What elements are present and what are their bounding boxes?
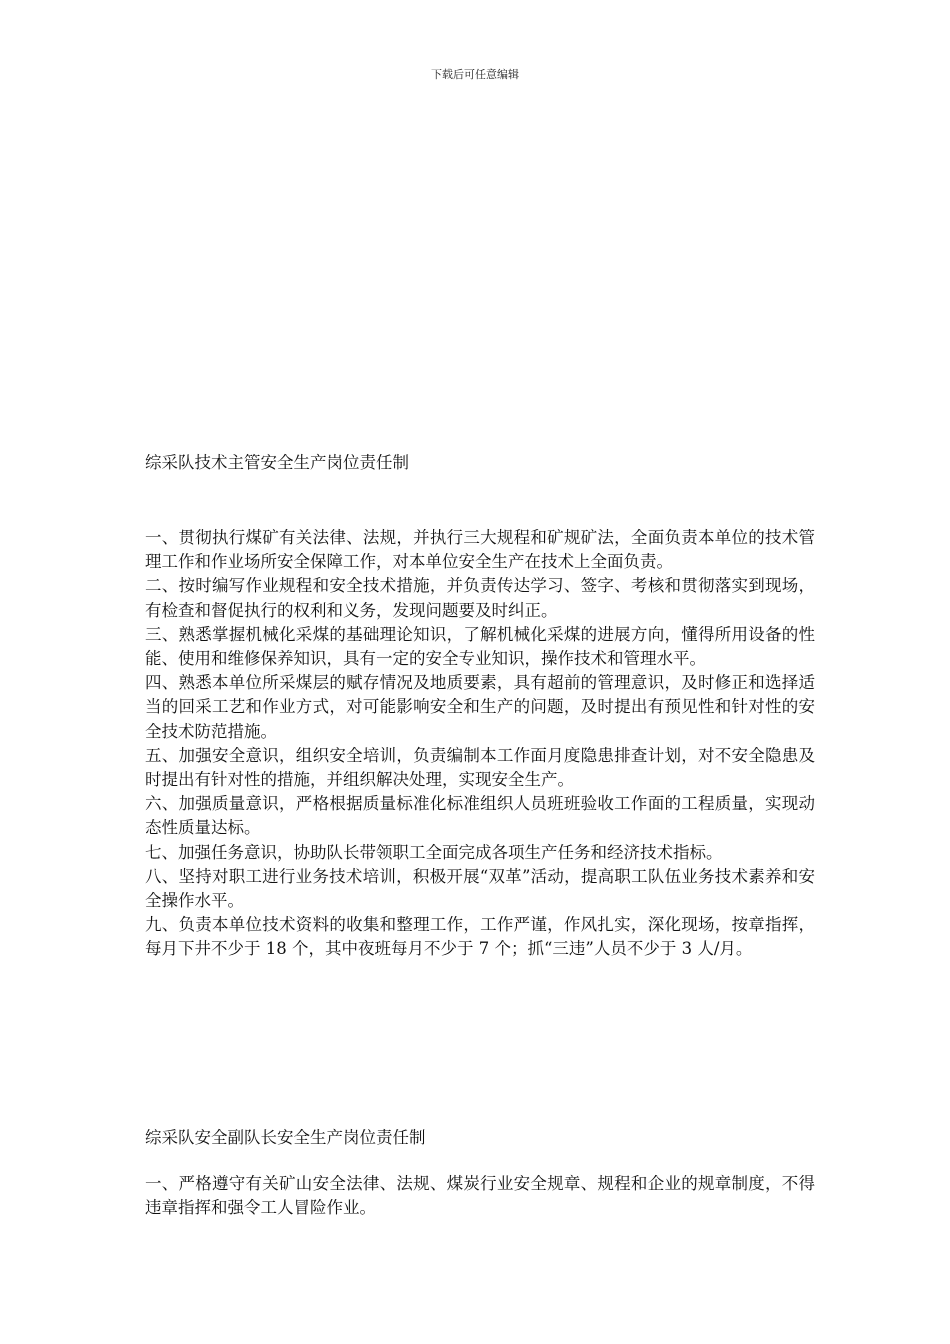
paragraph-8: 八、坚持对职工进行业务技术培训，积极开展“双革”活动，提高职工队伍业务技术素养和安全操作水平。 — [145, 866, 815, 911]
page-header: 下载后可任意编辑 — [431, 68, 519, 81]
paragraph-1: 一、贯彻执行煤矿有关法律、法规，并执行三大规程和矿规矿法，全面负责本单位的技术管理工作和作业场所安全保障工作，对本单位安全生产在技术上全面负责。 — [145, 528, 815, 572]
paragraph-5: 五、加强安全意识，组织安全培训，负责编制本工作面月度隐患排查计划，对不安全隐患及时提出有针对性的措施，并组织解决处理，实现安全生产。 — [145, 745, 815, 790]
section-title-safety-deputy-leader: 综采队安全副队长安全生产岗位责任制 — [145, 1128, 426, 1147]
paragraph-9: 九、负责本单位技术资料的收集和整理工作，工作严谨，作风扎实，深化现场，按章指挥，每月下井不少于 18 个，其中夜班每月不少于 7 个；抓“三违”人员不少于 3 人/月。 — [145, 915, 815, 959]
paragraph-6: 六、加强质量意识，严格根据质量标准化标准组织人员班班验收工作面的工程质量，实现动态性质量达标。 — [145, 794, 815, 838]
section-body-technical-supervisor — [145, 526, 815, 962]
section-title-technical-supervisor: 综采队技术主管安全生产岗位责任制 — [145, 453, 409, 472]
paragraph-2: 二、按时编写作业规程和安全技术措施，并负责传达学习、签字、考核和贯彻落实到现场，有检查和督促执行的权利和义务，发现问题要及时纠正。 — [145, 576, 815, 620]
paragraph-3: 三、熟悉掌握机械化采煤的基础理论知识，了解机械化采煤的进展方向，懂得所用设备的性能、使用和维修保养知识，具有一定的安全专业知识，操作技术和管理水平。 — [145, 624, 815, 669]
section-body-safety-deputy-leader — [145, 1172, 815, 1220]
paragraph-4: 四、熟悉本单位所采煤层的赋存情况及地质要素，具有超前的管理意识，及时修正和选择适当的回采工艺和作业方式，对可能影响安全和生产的问题，及时提出有预见性和针对性的安全技术防范措施。 — [145, 673, 815, 741]
paragraph-1: 一、严格遵守有关矿山安全法律、法规、煤炭行业安全规章、规程和企业的规章制度，不得违章指挥和强令工人冒险作业。 — [145, 1174, 815, 1218]
paragraph-7: 七、加强任务意识，协助队长带领职工全面完成各项生产任务和经济技术指标。 — [145, 842, 723, 862]
